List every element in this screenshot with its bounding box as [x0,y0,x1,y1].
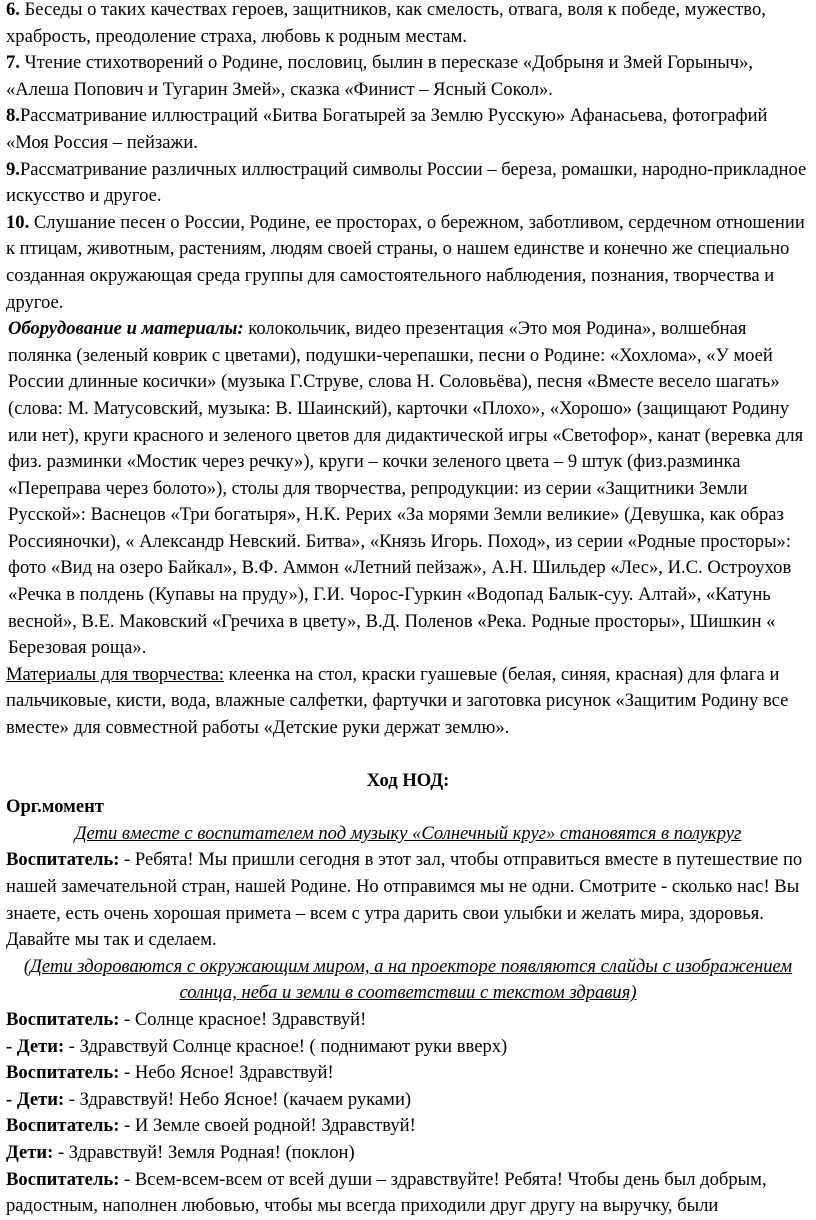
speech-text: - И Земле своей родной! Здравствуй! [119,1115,416,1137]
creative-materials-label: Материалы для творчества: [6,663,225,685]
speaker-label: Воспитатель: [6,1115,120,1137]
equipment-paragraph [6,316,810,662]
speech-text: - Здравствуй Солнце красное! ( поднимают руки вверх) [64,1035,508,1057]
item-number: 8. [6,105,20,127]
dialogue-line [6,1140,810,1167]
dialogue-line [6,1060,810,1087]
list-item [6,210,810,316]
equipment-text: колокольчик, видео презентация «Это моя Родина», волшебная полянка (зеленый коврик с цветами), подушки-черепашки, песни о Родине: «Хохлома», «У моей России длинные косички» (музыка Г.Струве, слова Н. Соловьёва), песня «Вместе весело шагать» (слова: М. Матусовский, музыка: В. Шаинский), карточки «Плохо», «Хорошо» (защищают Родину или нет), круги красного и зеленого цветов для дидактической игры «Светофор», канат (веревка для физ. разминки «Мостик через речку»), круги – кочки зеленого цвета – 9 штук (физ.разминка «Переправа через болото»), столы для творчества, репродукции: из серии «Защитники Земли Русской»: Васнецов «Три богатыря», Н.К. Рерих «За морями Земли великие» (Девушка, как образ Россияночки), « Александр Невский. Битва», «Князь Игорь. Поход», из серии «Родные просторы»: фото «Вид на озеро Байкал», В.Ф. Аммон «Летний пейзаж», А.Н. Шильдер «Лес», И.С. Остроухов «Речка в полдень (Купавы на пруду»), Г.И. Чорос-Гуркин «Водопад Балык-суу. Алтай», «Катунь весной», В.Е. Маковский «Гречиха в цвету», В.Д. Поленов «Река. Родные просторы», Шишкин « Березовая роща». [8,318,804,659]
speaker-label: Воспитатель: [6,849,120,871]
org-moment-heading: Орг.момент [6,796,104,818]
dialogue-line [6,1087,810,1114]
dialogue-line [6,1113,810,1140]
equipment-label: Оборудование и материалы: [8,318,244,340]
item-text: Беседы о таких качествах героев, защитников, как смелость, отвага, воля к победе, мужество, храбрость, преодоление страха, любовь к родным местам. [6,0,766,47]
speaker-label: Дети: [6,1141,54,1163]
speech-text: - Здравствуй! Земля Родная! (поклон) [53,1141,355,1163]
dialogue-line [6,1034,810,1061]
speaker-label: - Дети: [6,1088,65,1110]
list-item [6,103,810,156]
list-item [6,157,810,210]
item-text: Слушание песен о России, Родине, ее просторах, о бережном, заботливом, сердечном отношении к птицам, животным, растениям, людям своей страны, о нашем единстве и конечно же специально созданная окружающая среда группы для самостоятельного наблюдения, познания, творчества и другое. [6,211,805,313]
speaker-label: Воспитатель: [6,1062,120,1084]
speaker-label: Воспитатель: [6,1008,120,1030]
item-text: Рассматривание иллюстраций «Битва Богатырей за Землю Русскую» Афанасьева, фотографий «Моя Россия – пейзажи. [6,105,768,153]
item-text: Чтение стихотворений о Родине, пословиц, былин в пересказе «Добрыня и Змей Горыныч», «Алеша Попович и Тугарин Змей», сказка «Финист – Ясный Сокол». [6,52,754,100]
item-number: 10. [6,211,30,233]
item-number: 6. [6,0,20,20]
speaker-label: - Дети: [6,1035,65,1057]
spacer [6,742,810,768]
stage-direction: (Дети здороваются с окружающим миром, а на проекторе появляются слайды с изображением солнца, неба и земли в соответствии с текстом здравия) [23,955,793,1004]
speech-text: - Здравствуй! Небо Ясное! (качаем руками) [64,1088,412,1110]
speaker-label: Воспитатель: [6,1168,120,1190]
list-item [6,0,810,50]
section-title: Ход НОД: [366,769,450,791]
speech-text: - Ребята! Мы пришли сегодня в этот зал, чтобы отправиться вместе в путешествие по нашей замечательной стран, нашей Родине. Но отправимся мы не одни. Смотрите - сколько нас! Вы знаете, есть очень хорошая примета – всем с утра дарить свои улыбки и желать мира, здоровья. Давайте мы так и сделаем. [6,849,803,951]
educator-intro [6,847,810,953]
list-item [6,50,810,103]
speech-text: - Небо Ясное! Здравствуй! [119,1062,334,1084]
creative-materials-text: клеенка на стол, краски гуашевые (белая, синяя, красная) для флага и пальчиковые, кисти, вода, влажные салфетки, фартучки и заготовка рисунок «Защитим Родину все вместе» для совместной работы «Детские руки держат землю». [6,663,789,739]
item-text: Рассматривание различных иллюстраций символы России – береза, ромашки, народно-прикладное искусство и другое. [6,158,807,207]
item-number: 7. [6,52,20,74]
dialogue-line [6,1167,810,1220]
item-number: 9. [6,158,20,180]
dialogue-line [6,1007,810,1034]
stage-direction: Дети вместе с воспитателем под музыку «Солнечный круг» становятся в полукруг [74,822,742,844]
speech-text: - Солнце красное! Здравствуй! [119,1008,367,1030]
creative-materials-paragraph [6,662,810,742]
speech-text: - Всем-всем-всем от всей души – здравствуйте! Ребята! Чтобы день был добрым, радостным, наполнен любовью, чтобы мы всегда приходили друг другу на выручку, были [6,1168,767,1217]
